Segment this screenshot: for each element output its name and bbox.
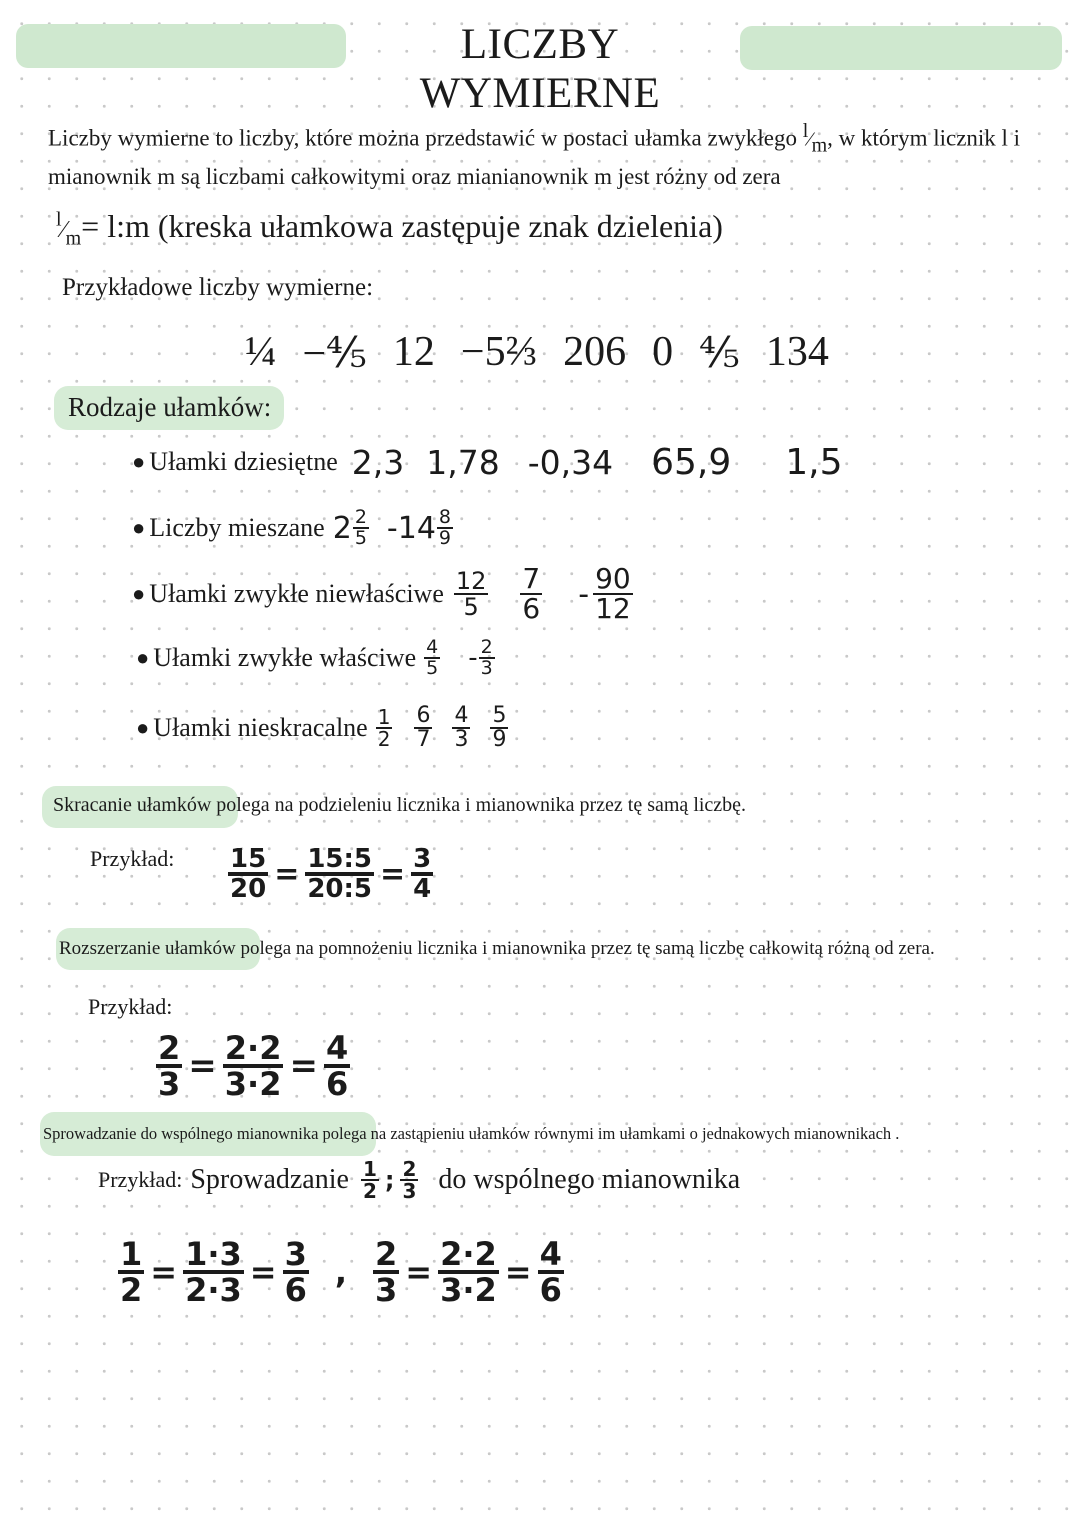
mixed-number-1-fraction: $\frac{2}{5}$ [354,506,367,549]
reducing-rest: polega na podzieleniu licznika i mianownika przez tę samą liczbę. [211,794,747,816]
fraction-formula: $^l⁄_m=$ l:m (kreska ułamkowa zastępuje znak dzielenia) [56,208,723,250]
type-irreducible [136,702,514,754]
irreducible-fraction: $\frac{4}{3}$ [454,703,469,752]
common-example-label: Przykład: [98,1167,183,1192]
common-fraction: $\frac{3}{6}$ [284,1235,307,1309]
type-mixed [132,504,459,552]
improper-fraction-sign: - [578,576,590,612]
expanding-term: Rozszerzanie ułamków [59,938,236,959]
intro-text-after: , w którym licznik l i mianownik m są liczbami całkowitymi oraz mianianownik m jest różny od zera [48,125,1021,190]
common-example-work: $\frac{1}{2}$ = $\frac{1\cdot 3}{2\cdot 3}$ = $\frac{3}{6}$ , $\frac{2}{3}$ = $\frac{2\cdot 2}{3\cdot 2}$ = $\frac{4}{6}$ [120,1235,562,1309]
mixed-number-2-fraction: $\frac{8}{9}$ [438,506,451,549]
common-question-fraction: $\frac{1}{2}$ [362,1157,377,1203]
decimal-value: 65,9 [651,441,732,483]
formula-text: = l:m (kreska ułamkowa zastępuje znak dzielenia) [81,208,723,244]
title-highlight-right [740,26,1062,70]
decimal-value: 1,5 [785,441,843,483]
bullet-icon: ● [132,581,146,606]
common-rest: polega na zastąpieniu ułamków równymi im ułamkami o jednakowych mianownikach . [318,1124,900,1143]
decimal-value: -0,34 [527,442,614,482]
common-comma: , [334,1253,347,1291]
mixed-number-1-whole: 2 [332,510,352,546]
formula-l: l [56,208,62,231]
bullet-icon: ● [132,449,146,474]
title-highlight-left [16,24,346,68]
example-number: ⅘ [699,331,740,377]
reducing-fraction: $\frac{15}{20}$ [230,844,267,904]
improper-fraction: $\frac{90}{12}$ [595,562,631,625]
expanding-definition [59,938,935,960]
common-example-text-1: Sprowadzanie [190,1164,349,1195]
reducing-term: Skracanie ułamków [53,794,212,816]
type-decimal-label: Ułamki dziesiętne [149,447,338,476]
type-proper-label: Ułamki zwykłe właściwe [153,643,417,672]
examples-row [245,328,829,378]
type-improper-label: Ułamki zwykłe niewłaściwe [149,579,444,608]
common-example-line [98,1152,740,1208]
common-fraction: $\frac{2\cdot 2}{3\cdot 2}$ [440,1235,497,1309]
example-number: −⅘ [302,331,367,377]
irreducible-fraction: $\frac{5}{9}$ [492,703,507,752]
irreducible-fraction: $\frac{1}{2}$ [377,705,391,751]
type-improper [132,562,639,626]
decimal-value: 2,3 [351,442,405,482]
formula-m: m [65,227,82,250]
page-title: LICZBY WYMIERNE [419,21,661,117]
examples-heading: Przykładowe liczby wymierne: [62,274,374,301]
common-definition [43,1124,899,1144]
example-number: 206 [563,329,627,375]
reducing-definition [53,794,746,817]
reducing-fraction: $\frac{3}{4}$ [413,844,432,904]
bullet-icon: ● [132,515,146,540]
improper-fraction: $\frac{7}{6}$ [522,562,541,625]
type-proper [136,632,501,684]
expanding-example: $\frac{2}{3}$ = $\frac{2\cdot 2}{3\cdot 2}$ = $\frac{4}{6}$ [158,1029,349,1103]
common-example-text-2: do wspólnego mianownika [438,1164,741,1195]
mixed-number-2-whole: -14 [386,510,436,546]
intro-text-before: Liczby wymierne to liczby, które można przedstawić w postaci ułamka zwykłego [48,125,803,151]
expanding-rest: polega na pomnożeniu licznika i mianownika przez tę samą liczbę całkowitą różną od zera. [235,938,935,959]
irreducible-fraction: $\frac{6}{7}$ [416,703,431,752]
example-number: 0 [652,329,674,375]
bullet-icon: ● [136,715,150,740]
common-fraction: $\frac{4}{6}$ [539,1235,562,1309]
example-number: ¼ [245,329,277,375]
bullet-icon: ● [136,645,150,670]
reducing-example-label: Przykład: [90,846,175,871]
proper-fraction-sign: - [468,643,478,673]
expanding-fraction: $\frac{2}{3}$ [158,1029,181,1103]
type-irreducible-label: Ułamki nieskracalne [153,713,368,742]
example-number: 134 [765,329,829,375]
common-fraction: $\frac{2}{3}$ [375,1235,398,1309]
reducing-fraction: $\frac{15:5}{20:5}$ [307,844,372,904]
types-heading: Rodzaje ułamków: [68,392,272,422]
example-number: 12 [392,329,435,375]
expanding-fraction: $\frac{2\cdot 2}{3\cdot 2}$ [224,1029,282,1103]
common-question-fraction: $\frac{2}{3}$ [402,1157,417,1203]
expanding-example-label: Przykład: [88,994,173,1019]
reducing-example: $\frac{15}{20}$ = $\frac{15:5}{20:5}$ = $\frac{3}{4}$ [230,844,432,904]
common-fraction: $\frac{1}{2}$ [120,1235,143,1309]
common-separator: ; [384,1166,395,1194]
decimal-value: 1,78 [426,442,500,482]
intro-frac-m: m [811,134,828,157]
proper-fraction: $\frac{2}{3}$ [480,636,493,679]
type-mixed-label: Liczby mieszane [149,513,325,542]
example-number: −5⅔ [460,329,538,375]
intro-paragraph: Liczby wymierne to liczby, które można przedstawić w postaci ułamka zwykłego $^l⁄_m$, w którym licznik l i mianownik m są liczbami całkowitymi oraz mianianownik m jest różny od zera [48,120,1021,190]
expanding-fraction: $\frac{4}{6}$ [325,1029,349,1103]
improper-fraction: $\frac{12}{5}$ [455,567,487,621]
common-term: Sprowadzanie do wspólnego mianownika [43,1124,319,1143]
proper-fraction: $\frac{4}{5}$ [426,636,439,679]
common-fraction: $\frac{1\cdot 3}{2\cdot 3}$ [185,1235,242,1309]
intro-frac-l: l [802,120,809,142]
type-decimal [132,442,843,482]
